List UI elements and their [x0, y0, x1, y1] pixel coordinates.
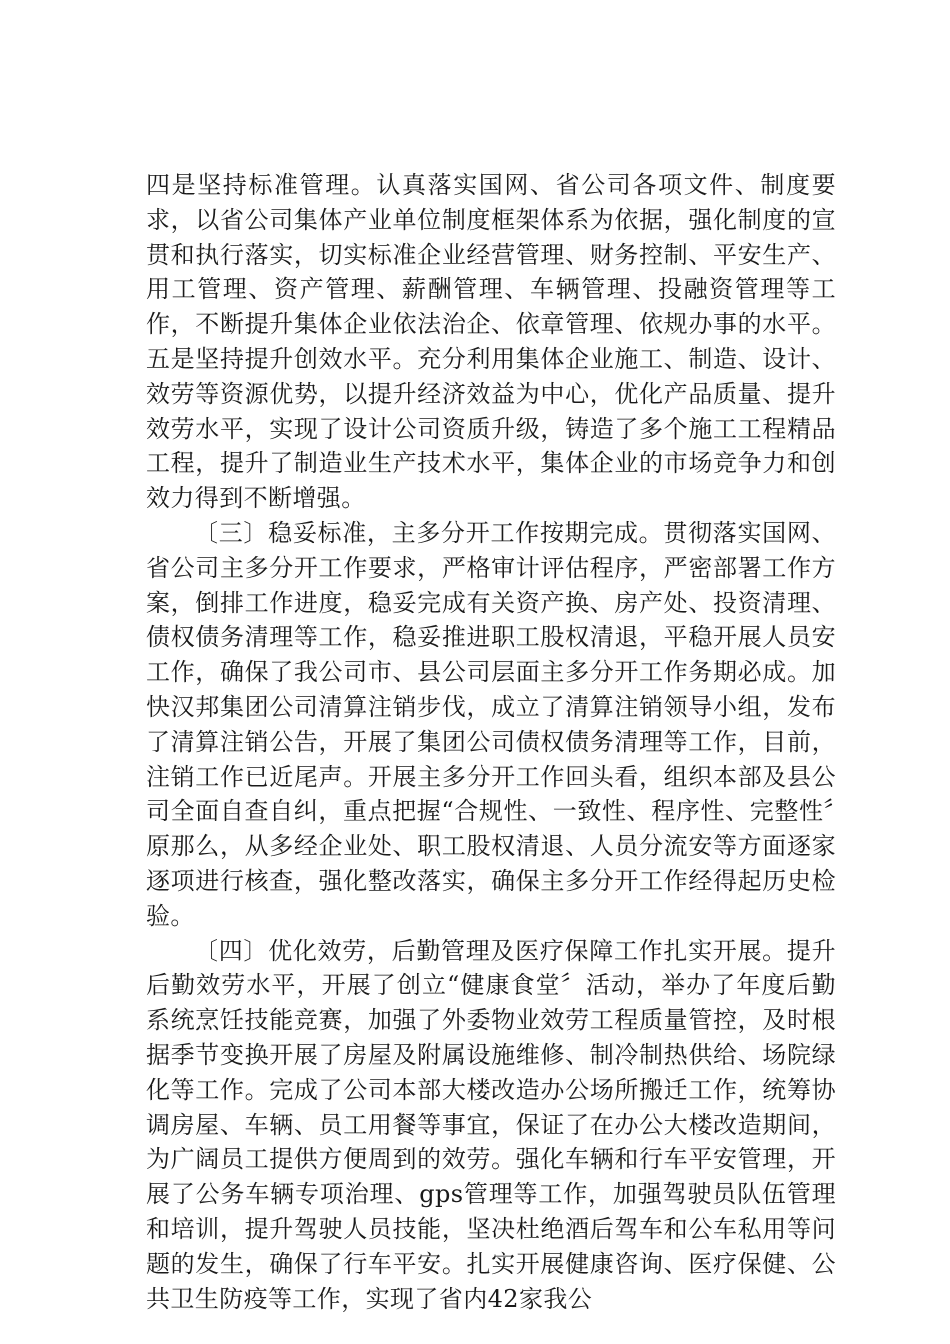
document-body: [146, 168, 836, 1316]
paragraph-standard-management: 四是坚持标准管理。认真落实国网、省公司各项文件、制度要求，以省公司集体产业单位制度框架体系为依据，强化制度的宣贯和执行落实，切实标准企业经营管理、财务控制、平安生产、用工管理、资产管理、薪酬管理、车辆管理、投融资管理等工作，不断提升集体企业依法治企、依章管理、依规办事的水平。五是坚持提升创效水平。充分利用集体企业施工、制造、设计、效劳等资源优势，以提升经济效益为中心，优化产品质量、提升效劳水平，实现了设计公司资质升级，铸造了多个施工工程精品工程，提升了制造业生产技术水平，集体企业的市场竞争力和创效力得到不断增强。: [146, 171, 836, 513]
paragraph-section-four: 〔四〕优化效劳，后勤管理及医疗保障工作扎实开展。提升后勤效劳水平，开展了创立“健康食堂〞活动，举办了年度后勤系统烹饪技能竞赛，加强了外委物业效劳工程质量管控，及时根据季节变换开展了房屋及附属设施维修、制冷制热供给、场院绿化等工作。完成了公司本部大楼改造办公场所搬迁工作，统筹协调房屋、车辆、员工用餐等事宜，保证了在办公大楼改造期间，为广阔员工提供方便周到的效劳。强化车辆和行车平安管理，开展了公务车辆专项治理、gps管理等工作，加强驾驶员队伍管理和培训，提升驾驶人员技能，坚决杜绝酒后驾车和公车私用等问题的发生，确保了行车平安。扎实开展健康咨询、医疗保健、公共卫生防疫等工作，实现了省内42家我公: [146, 936, 836, 1313]
paragraph-section-three: 〔三〕稳妥标准，主多分开工作按期完成。贯彻落实国网、省公司主多分开工作要求，严格审计评估程序，严密部署工作方案，倒排工作进度，稳妥完成有关资产换、房产处、投资清理、债权债务清理等工作，稳妥推进职工股权清退，平稳开展人员安工作，确保了我公司市、县公司层面主多分开工作务期必成。加快汉邦集团公司清算注销步伐，成立了清算注销领导小组，发布了清算注销公告，开展了集团公司债权债务清理等工作，目前，注销工作已近尾声。开展主多分开工作回头看，组织本部及县公司全面自查自纠，重点把握“合规性、一致性、程序性、完整性〞原那么，从多经企业处、职工股权清退、人员分流安等方面逐家逐项进行核查，强化整改落实，确保主多分开工作经得起历史检验。: [146, 518, 836, 930]
